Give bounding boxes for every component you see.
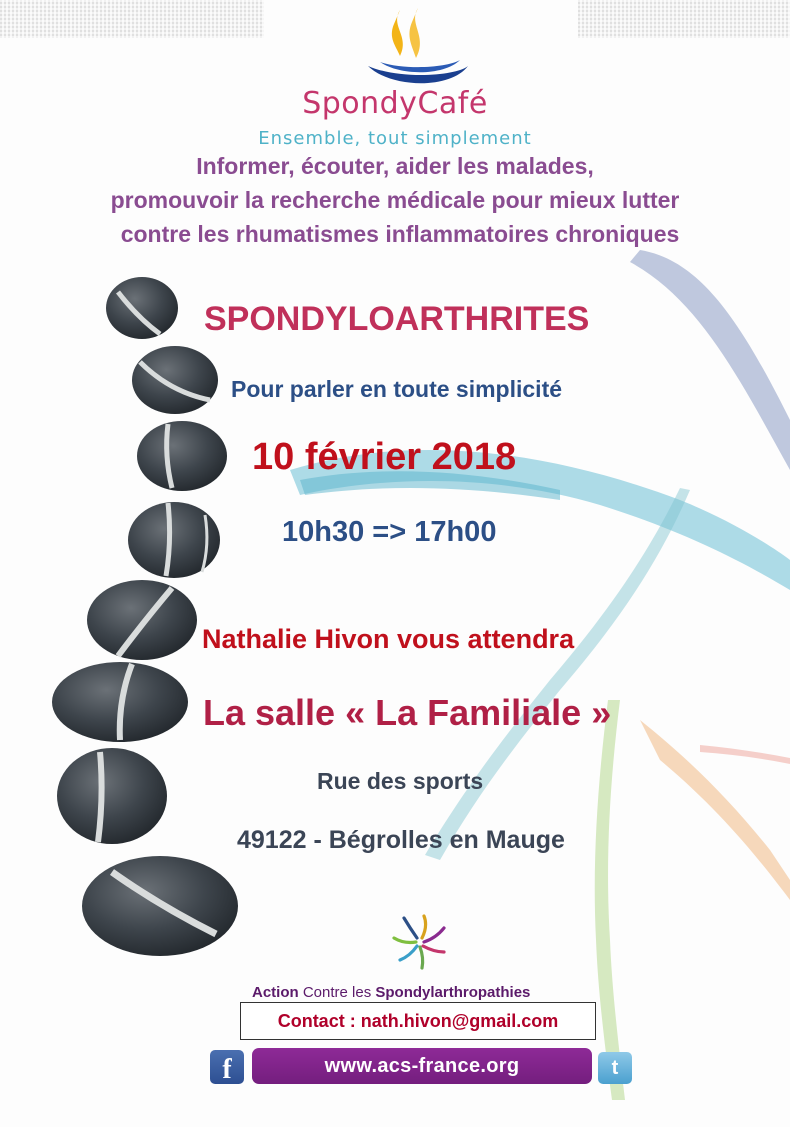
- twitter-glyph: t: [611, 1057, 619, 1079]
- twitter-icon[interactable]: [598, 1052, 632, 1084]
- association-action: Action: [252, 984, 299, 1001]
- stone: [132, 346, 218, 414]
- website-link-bar[interactable]: [252, 1048, 592, 1084]
- website-url[interactable]: www.acs-france.org: [324, 1055, 520, 1077]
- mission-line: promouvoir la recherche médicale pour mieux lutter: [110, 187, 680, 213]
- event-subtitle: Pour parler en toute simplicité: [231, 376, 563, 402]
- event-hours: 10h30 => 17h00: [282, 516, 497, 548]
- stone: [57, 748, 167, 844]
- facebook-icon[interactable]: [210, 1050, 244, 1084]
- stone: [52, 662, 188, 742]
- mission-line: Informer, écouter, aider les malades,: [196, 153, 594, 179]
- stone: [82, 856, 238, 956]
- association-logo-icon: [392, 914, 448, 970]
- contact-box: [240, 1002, 596, 1040]
- association-mid: Contre les: [298, 984, 376, 1001]
- stone: [87, 580, 197, 660]
- event-topic: SPONDYLOARTHRITES: [204, 300, 590, 338]
- event-venue: La salle « La Familiale »: [203, 692, 612, 733]
- steaming-cup-icon: [360, 6, 472, 90]
- event-city: 49122 - Bégrolles en Mauge: [237, 826, 565, 854]
- event-date: 10 février 2018: [252, 436, 517, 478]
- stone: [106, 277, 178, 339]
- stone: [137, 421, 227, 491]
- event-street: Rue des sports: [317, 768, 484, 794]
- facebook-glyph: f: [222, 1054, 232, 1084]
- association-spondylarthropathies: Spondylarthropathies: [375, 984, 531, 1001]
- event-host: Nathalie Hivon vous attendra: [202, 624, 575, 654]
- brand-name: SpondyCafé: [302, 86, 488, 121]
- brand-tagline: Ensemble, tout simplement: [258, 128, 532, 149]
- contact-email[interactable]: Contact : nath.hivon@gmail.com: [277, 1011, 559, 1031]
- mission-line: contre les rhumatismes inflammatoires chroniques: [120, 221, 680, 247]
- association-name: [252, 984, 530, 1001]
- stone: [128, 502, 220, 578]
